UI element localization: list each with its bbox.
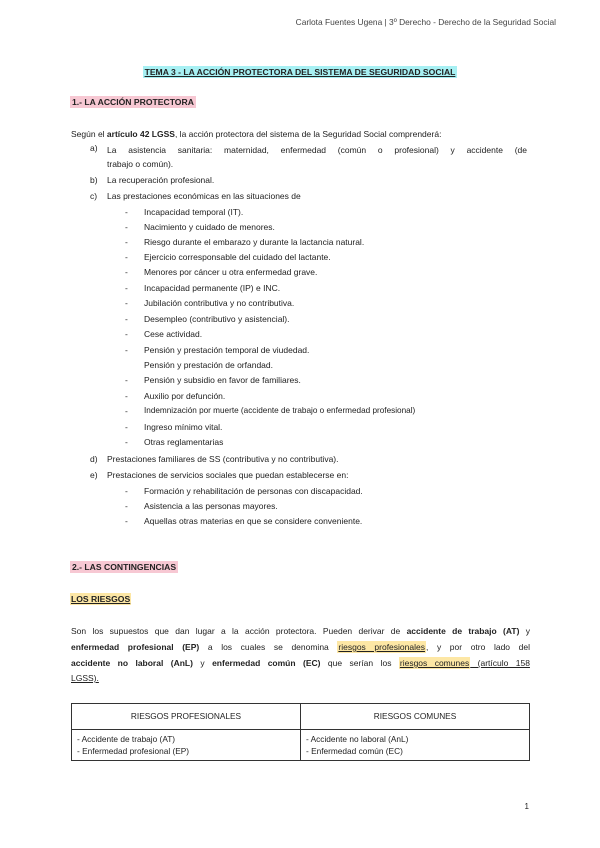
table-row	[72, 730, 530, 761]
c-sub-item: Riesgo durante el embarazo y durante la lactancia natural.	[144, 237, 365, 247]
table-cell	[72, 730, 301, 761]
dash: -	[125, 267, 128, 277]
dash: -	[125, 345, 128, 355]
item-label-e: e)	[90, 470, 98, 480]
item-label-c: c)	[90, 191, 98, 201]
c-sub-item: Jubilación contributiva y no contributiva.	[144, 298, 295, 308]
c-sub-item: Pensión y prestación temporal de viudedad.	[144, 345, 310, 355]
c-sub-item: Indemnización por muerte (accidente de trabajo o enfermedad profesional)	[144, 406, 416, 415]
term-ec: enfermedad común (EC)	[212, 658, 321, 668]
table-header-row	[72, 704, 530, 730]
article-ref: (artículo 158	[470, 658, 530, 668]
dash: -	[125, 406, 128, 416]
c-sub-item: Ingreso mínimo vital.	[144, 422, 223, 432]
c-sub-item: Menores por cáncer u otra enfermedad grave.	[144, 267, 318, 277]
e-sub-item: Formación y rehabilitación de personas con discapacidad.	[144, 486, 363, 496]
dash: -	[125, 283, 128, 293]
item-b-text: La recuperación profesional.	[107, 175, 215, 185]
section-1-heading	[70, 97, 196, 107]
item-e-text: Prestaciones de servicios sociales que puedan establecerse en:	[107, 470, 349, 480]
text: a los cuales se denomina	[199, 642, 338, 652]
text: , y por otro lado del	[425, 642, 530, 652]
risks-table	[71, 703, 530, 761]
c-sub-item: Auxilio por defunción.	[144, 391, 226, 401]
page-number: 1	[524, 802, 529, 811]
section-1-heading-text: 1.- LA ACCIÓN PROTECTORA	[72, 97, 194, 107]
text: Son los supuestos que dan lugar a la acción protectora. Pueden derivar de	[71, 626, 407, 636]
c-sub-item: Desempleo (contributivo y asistencial).	[144, 314, 290, 324]
c-sub-item: Incapacidad temporal (IT).	[144, 207, 244, 217]
text: que serían los	[320, 658, 399, 668]
text: y	[519, 626, 530, 636]
dash: -	[125, 516, 128, 526]
section-2-heading-text: 2.- LAS CONTINGENCIAS	[72, 562, 177, 572]
section-2-heading	[70, 562, 178, 572]
dash: -	[125, 486, 128, 496]
term-at: accidente de trabajo (AT)	[406, 626, 520, 636]
item-a-line2: trabajo o común).	[107, 159, 174, 169]
dash: -	[125, 207, 128, 217]
table-header-cell: RIESGOS PROFESIONALES	[72, 704, 301, 730]
term-ep: enfermedad profesional (EP)	[71, 642, 200, 652]
dash: -	[125, 298, 128, 308]
c-sub-item: Ejercicio corresponsable del cuidado del lactante.	[144, 252, 331, 262]
c-sub-item: Otras reglamentarias	[144, 437, 224, 447]
dash: -	[125, 329, 128, 339]
document-title-text: TEMA 3 - LA ACCIÓN PROTECTORA DEL SISTEMA DE SEGURIDAD SOCIAL	[144, 67, 456, 77]
cell-line: - Enfermedad profesional (EP)	[77, 746, 190, 756]
dash: -	[125, 437, 128, 447]
risks-paragraph-line1	[71, 624, 530, 639]
table-cell	[301, 730, 530, 761]
dash: -	[125, 252, 128, 262]
dash: -	[125, 237, 128, 247]
term-anl: accidente no laboral (AnL)	[71, 658, 193, 668]
intro-article: artículo 42 LGSS	[106, 129, 175, 139]
c-sub-item: Nacimiento y cuidado de menores.	[144, 222, 275, 232]
risks-paragraph-line3	[71, 656, 530, 671]
dash: -	[125, 422, 128, 432]
intro-text-end: , la acción protectora del sistema de la Seguridad Social comprenderá:	[174, 129, 442, 139]
dash: -	[125, 375, 128, 385]
cell-line: - Enfermedad común (EC)	[306, 746, 403, 756]
dash: -	[125, 314, 128, 324]
c-sub-item: Incapacidad permanente (IP) e INC.	[144, 283, 281, 293]
term-riesgos-profesionales: riesgos profesionales	[338, 642, 425, 652]
section-2-subheading	[70, 594, 131, 604]
cell-line: - Accidente de trabajo (AT)	[77, 734, 176, 744]
item-c-text: Las prestaciones económicas en las situaciones de	[107, 191, 301, 201]
dash: -	[125, 501, 128, 511]
intro-text: Según el	[71, 129, 107, 139]
item-label-a: a)	[90, 143, 98, 153]
dash: -	[125, 222, 128, 232]
risks-paragraph-line2	[71, 640, 530, 655]
page-header: Carlota Fuentes Ugena | 3º Derecho - Derecho de la Seguridad Social	[295, 17, 556, 27]
item-label-b: b)	[90, 175, 98, 185]
table-header-cell: RIESGOS COMUNES	[301, 704, 530, 730]
c-sub-item: Pensión y prestación de orfandad.	[144, 360, 274, 370]
e-sub-item: Asistencia a las personas mayores.	[144, 501, 278, 511]
item-d-text: Prestaciones familiares de SS (contributiva y no contributiva).	[107, 454, 339, 464]
cell-line: - Accidente no laboral (AnL)	[306, 734, 409, 744]
section-2-subheading-text: LOS RIESGOS	[71, 594, 131, 604]
dash: -	[125, 391, 128, 401]
c-sub-item: Pensión y subsidio en favor de familiares.	[144, 375, 301, 385]
risks-paragraph-line4: LGSS).	[71, 673, 99, 683]
item-a-line1: La asistencia sanitaria: maternidad, enfermedad (común o profesional) y accidente (de	[107, 145, 527, 155]
c-sub-item: Cese actividad.	[144, 329, 203, 339]
item-label-d: d)	[90, 454, 98, 464]
text: y	[192, 658, 213, 668]
e-sub-item: Aquellas otras materias en que se considere conveniente.	[144, 516, 363, 526]
document-title	[0, 67, 600, 77]
section-1-intro	[71, 127, 441, 142]
term-riesgos-comunes: riesgos comunes	[399, 658, 470, 668]
